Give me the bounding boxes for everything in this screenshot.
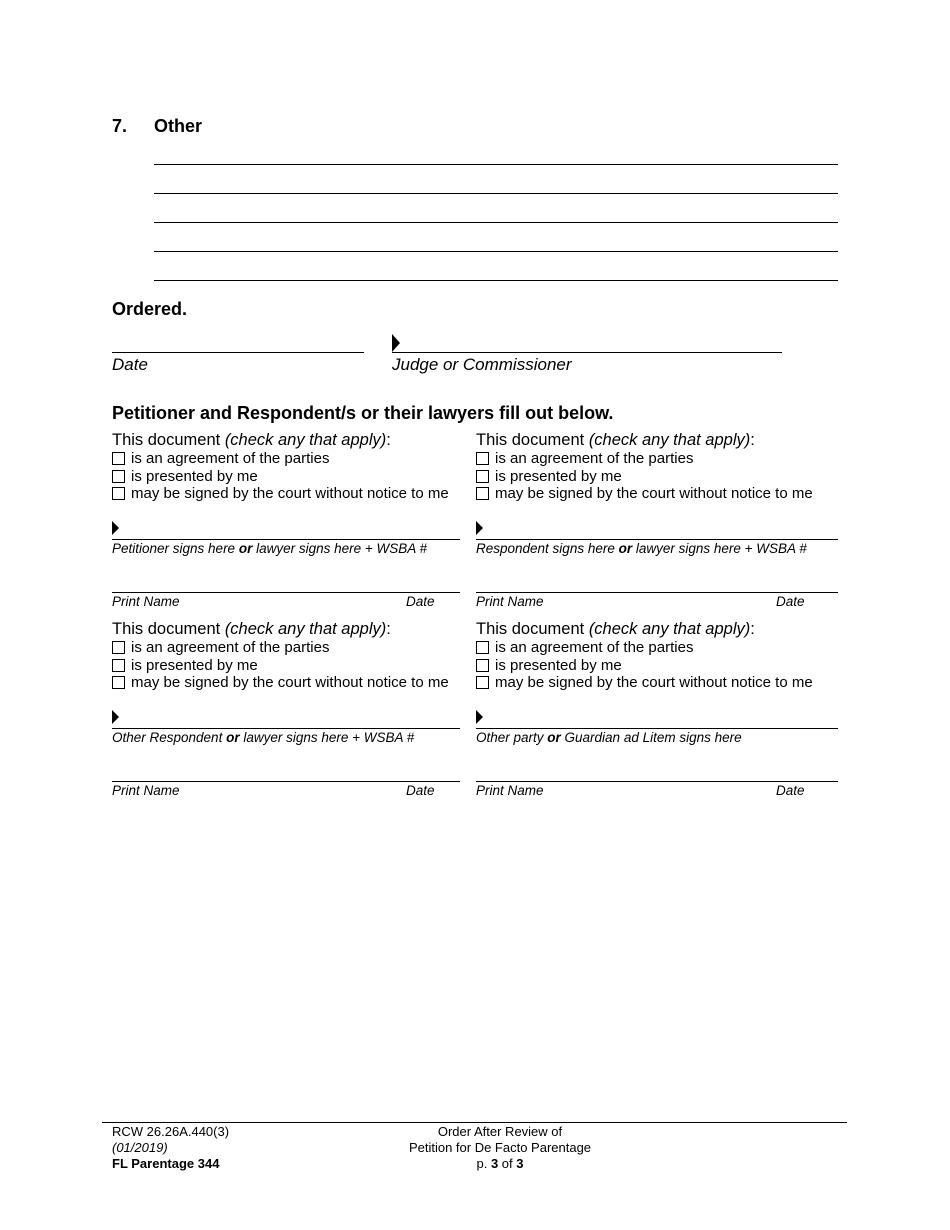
option-label: may be signed by the court without notice to me (131, 674, 449, 691)
petitioner-print-name-line[interactable] (112, 592, 460, 593)
other-party-checkbox-block (476, 619, 836, 692)
petitioner-signature-line[interactable] (112, 539, 460, 540)
other-line-1[interactable] (154, 164, 838, 165)
option-presented[interactable] (476, 657, 836, 675)
respondent-checkbox-block (476, 430, 836, 503)
label-part: Other party (476, 730, 548, 745)
checkbox[interactable] (476, 452, 489, 465)
section-title-other: Other (154, 116, 203, 136)
footer-form-id: FL Parentage 344 (112, 1156, 220, 1171)
date-label: Date (406, 594, 435, 609)
print-name-label: Print Name (112, 783, 180, 798)
petitioner-checkbox-block (112, 430, 472, 503)
checkbox[interactable] (112, 641, 125, 654)
checkbox[interactable] (476, 487, 489, 500)
petitioner-signature-arrow-icon (112, 521, 119, 535)
other-line-3[interactable] (154, 222, 838, 223)
judge-signature-arrow-icon (392, 334, 400, 352)
label-bold: or (238, 541, 253, 556)
respondent-signature-label (476, 541, 807, 556)
option-without-notice[interactable] (476, 674, 836, 692)
print-name-label: Print Name (112, 594, 180, 609)
other-respondent-signature-line[interactable] (112, 728, 460, 729)
checkbox-intro (476, 430, 836, 450)
judge-signature-line[interactable] (392, 352, 782, 353)
other-respondent-signature-arrow-icon (112, 710, 119, 724)
date-label: Date (112, 355, 148, 374)
respondent-print-name-line[interactable] (476, 592, 838, 593)
other-party-signature-label (476, 730, 742, 745)
intro-plain: This document (112, 620, 225, 638)
judge-label: Judge or Commissioner (392, 355, 572, 374)
option-without-notice[interactable] (476, 485, 836, 503)
date-label: Date (776, 783, 805, 798)
footer-left (112, 1124, 229, 1172)
other-line-2[interactable] (154, 193, 838, 194)
option-agreement[interactable] (476, 639, 836, 657)
footer-title-line1: Order After Review of (437, 1124, 563, 1139)
intro-plain: This document (476, 431, 589, 449)
checkbox[interactable] (112, 659, 125, 672)
option-without-notice[interactable] (112, 674, 472, 692)
petitioner-signature-label (112, 541, 427, 556)
footer-title-line2: Petition for De Facto Parentage (408, 1140, 592, 1155)
footer-revision: (01/2019) (112, 1140, 168, 1155)
checkbox[interactable] (476, 659, 489, 672)
option-label: is an agreement of the parties (495, 639, 694, 656)
checkbox[interactable] (112, 470, 125, 483)
option-presented[interactable] (112, 657, 472, 675)
page-of: of (498, 1156, 517, 1171)
other-party-signature-line[interactable] (476, 728, 838, 729)
checkbox-intro (112, 619, 472, 639)
checkbox[interactable] (112, 452, 125, 465)
parties-heading: Petitioner and Respondent/s or their lawyers fill out below. (112, 403, 614, 423)
checkbox[interactable] (476, 676, 489, 689)
footer-rule (102, 1122, 847, 1123)
intro-plain: This document (476, 620, 589, 638)
option-agreement[interactable] (112, 639, 472, 657)
label-bold: or (547, 730, 561, 745)
option-presented[interactable] (476, 468, 836, 486)
option-label: may be signed by the court without notice to me (495, 485, 813, 502)
respondent-signature-arrow-icon (476, 521, 483, 535)
label-bold: or (618, 541, 633, 556)
date-label: Date (406, 783, 435, 798)
page-current: 3 (490, 1156, 499, 1171)
intro-italic: (check any that apply) (224, 620, 387, 638)
print-name-label: Print Name (476, 783, 544, 798)
checkbox[interactable] (112, 676, 125, 689)
date-line[interactable] (112, 352, 364, 353)
other-respondent-signature-label (112, 730, 414, 745)
label-part: Respondent signs here (476, 541, 619, 556)
date-label: Date (776, 594, 805, 609)
label-part: lawyer signs here + WSBA # (632, 541, 807, 556)
option-label: is an agreement of the parties (131, 639, 330, 656)
intro-colon: : (386, 431, 391, 449)
other-line-4[interactable] (154, 251, 838, 252)
other-party-signature-arrow-icon (476, 710, 483, 724)
checkbox-intro (476, 619, 836, 639)
label-part: lawyer signs here + WSBA # (252, 541, 428, 556)
other-respondent-checkbox-block (112, 619, 472, 692)
page-prefix: p. (476, 1156, 491, 1171)
checkbox[interactable] (476, 641, 489, 654)
label-part: lawyer signs here + WSBA # (239, 730, 415, 745)
intro-colon: : (750, 431, 755, 449)
checkbox-intro (112, 430, 472, 450)
option-label: is presented by me (495, 467, 622, 485)
print-name-label: Print Name (476, 594, 544, 609)
page-total: 3 (516, 1156, 524, 1171)
footer-statute: RCW 26.26A.440(3) (112, 1124, 230, 1139)
option-label: is presented by me (131, 656, 258, 674)
section-number: 7. (112, 116, 128, 136)
respondent-signature-line[interactable] (476, 539, 838, 540)
intro-italic: (check any that apply) (588, 620, 751, 638)
label-part: Other Respondent (112, 730, 227, 745)
checkbox[interactable] (476, 470, 489, 483)
option-label: may be signed by the court without notice to me (131, 485, 449, 502)
intro-colon: : (750, 620, 755, 638)
option-label: is an agreement of the parties (495, 450, 694, 467)
intro-plain: This document (112, 431, 225, 449)
option-label: is an agreement of the parties (131, 450, 330, 467)
label-bold: or (226, 730, 240, 745)
other-respondent-print-name-line[interactable] (112, 781, 460, 782)
other-line-5[interactable] (154, 280, 838, 281)
option-without-notice[interactable] (112, 485, 472, 503)
option-presented[interactable] (112, 468, 472, 486)
label-part: Petitioner signs here (112, 541, 239, 556)
other-party-print-name-line[interactable] (476, 781, 838, 782)
checkbox[interactable] (112, 487, 125, 500)
option-agreement[interactable] (112, 450, 472, 468)
option-label: is presented by me (131, 467, 258, 485)
option-label: may be signed by the court without notice to me (495, 674, 813, 691)
intro-colon: : (386, 620, 391, 638)
option-label: is presented by me (495, 656, 622, 674)
intro-italic: (check any that apply) (588, 431, 751, 449)
intro-italic: (check any that apply) (224, 431, 387, 449)
label-part: Guardian ad Litem signs here (560, 730, 742, 745)
ordered-heading: Ordered. (112, 299, 188, 319)
footer-page-number (350, 1156, 650, 1172)
option-agreement[interactable] (476, 450, 836, 468)
footer-center (350, 1124, 650, 1172)
